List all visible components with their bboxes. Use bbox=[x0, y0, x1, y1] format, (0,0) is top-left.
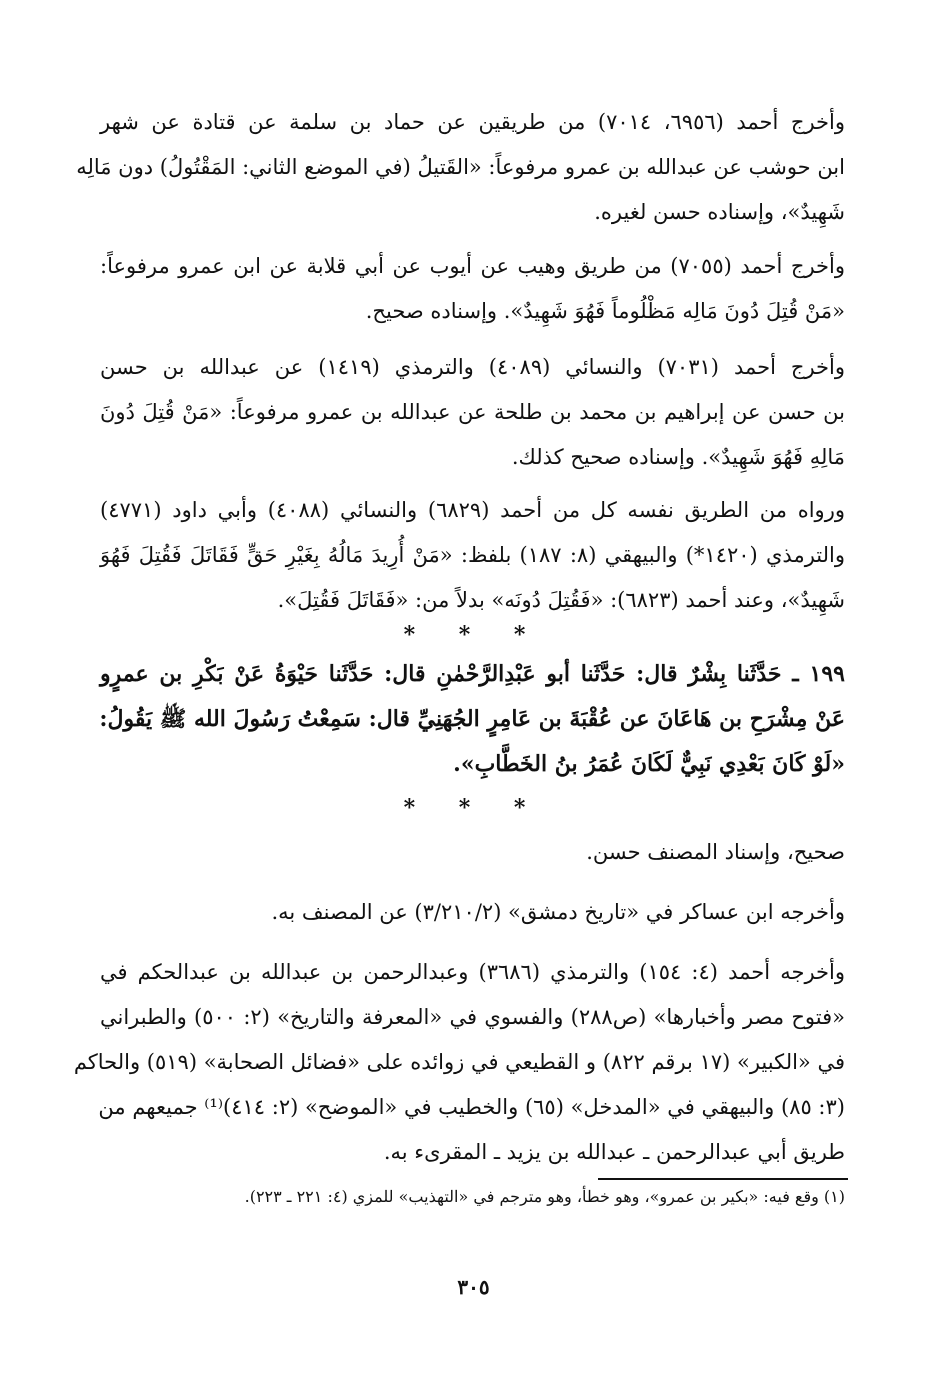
page-number: ٣٠٥ bbox=[457, 1275, 490, 1299]
text-line: وأخرجه أحمد (٤: ١٥٤) والترمذي (٣٦٨٦) وعبدالرحمن بن عبدالله بن عبدالحكم في bbox=[100, 960, 845, 984]
paragraph-3 bbox=[100, 345, 845, 480]
text-line: وأخرج أحمد (٦٩٥٦، ٧٠١٤) من طريقين عن حماد بن سلمة عن قتادة عن شهر bbox=[100, 110, 846, 134]
separator-stars: * * * bbox=[403, 795, 544, 821]
text-line: شَهِيدٌ»، وعند أحمد (٦٨٢٣): «فَقُتِلَ دُونَه» بدلاً من: «فَقَاتَلَ فَقُتِلَ». bbox=[277, 588, 845, 612]
commentary-ibn-asakir bbox=[100, 890, 845, 935]
text-line: طريق أبي عبدالرحمن ـ عبدالله بن يزيد ـ المقرىء به. bbox=[383, 1140, 845, 1164]
hadith-line: عَنْ مِشْرَحِ بن هَاعَانَ عن عُقْبَةَ بن عَامِرٍ الجُهَنِيِّ قال: سَمِعْتُ رَسُولَ الله ﷺ يَقُولُ: bbox=[99, 706, 845, 732]
commentary-grade bbox=[100, 830, 845, 875]
text-line: وأخرج أحمد (٧٠٣١) والنسائي (٤٠٨٩) والترمذي (١٤١٩) عن عبدالله بن حسن bbox=[100, 355, 846, 379]
hadith-text bbox=[100, 652, 845, 787]
text-line: ورواه من الطريق نفسه كل من أحمد (٦٨٢٩) والنسائي (٤٠٨٨) وأبي داود (٤٧٧١) bbox=[100, 498, 845, 522]
text-line: ابن حوشب عن عبدالله بن عمرو مرفوعاً: «القَتيلُ (في الموضع الثاني: المَقْتُولُ) دون مَالِه bbox=[76, 155, 845, 179]
text-line: «فتوح مصر وأخبارها» (ص٢٨٨) والفسوي في «المعرفة والتاريخ» (٢: ٥٠٠) والطبراني bbox=[100, 1005, 845, 1029]
footnote: (١) وقع فيه: «بكير بن عمرو»، وهو خطأ، وهو مترجم في «التهذيب» للمزي (٤: ٢٢١ ـ ٢٢٣). bbox=[244, 1187, 845, 1206]
hadith-line: «لَوْ كَانَ بَعْدِي نَبِيٌّ لَكَانَ عُمَرُ بنُ الخَطَّابِ». bbox=[453, 751, 845, 777]
text-line: مَالِهِ فَهُوَ شَهِيدٌ». وإسناده صحيح كذلك. bbox=[511, 445, 845, 469]
text-line: صحيح، وإسناد المصنف حسن. bbox=[586, 840, 845, 864]
separator-stars: * * * bbox=[403, 622, 544, 648]
footnote-divider bbox=[598, 1178, 848, 1180]
text-line: وأخرج أحمد (٧٠٥٥) من طريق وهيب عن أيوب عن أبي قلابة عن ابن عمرو مرفوعاً: bbox=[100, 254, 846, 278]
text-line: والترمذي (١٤٢٠*) والبيهقي (٨: ١٨٧) بلفظ: «مَنْ أُرِيدَ مَالُهُ بِغَيْرِ حَقٍّ فَقَاتَلَ فَقُتِلَ فَهُوَ bbox=[100, 543, 845, 567]
commentary-takhrij bbox=[73, 950, 845, 1175]
paragraph-2 bbox=[100, 244, 845, 334]
text-line: «مَنْ قُتِلَ دُونَ مَالِه مَظْلُوماً فَهُوَ شَهِيدٌ». وإسناده صحيح. bbox=[365, 299, 845, 323]
text-line: وأخرجه ابن عساكر في «تاريخ دمشق» (٣/٢١٠/٢) عن المصنف به. bbox=[271, 900, 845, 924]
text-line: بن حسن عن إبراهيم بن محمد بن طلحة عن عبدالله بن عمرو مرفوعاً: «مَنْ قُتِلَ دُونَ bbox=[100, 400, 845, 424]
paragraph-1 bbox=[76, 100, 846, 235]
text-line: في «الكبير» (١٧ برقم ٨٢٢) و القطيعي في زوائده على «فضائل الصحابة» (٥١٩) والحاكم bbox=[73, 1050, 845, 1074]
text-line: شَهِيدٌ»، وإسناده حسن لغيره. bbox=[594, 200, 845, 224]
text-line: (٣: ٨٥) والبيهقي في «المدخل» (٦٥) والخطيب في «الموضح» (٢: ٤١٤)⁽¹⁾ جميعهم من bbox=[98, 1095, 845, 1119]
paragraph-4 bbox=[100, 488, 845, 623]
hadith-line: ١٩٩ ـ حَدَّثَنا بِشْرٌ قال: حَدَّثَنا أبو عَبْدِالرَّحْمٰنِ قال: حَدَّثَنا حَيْوَةُ عَنْ بَكْرِ بن عمرٍو bbox=[100, 661, 845, 687]
